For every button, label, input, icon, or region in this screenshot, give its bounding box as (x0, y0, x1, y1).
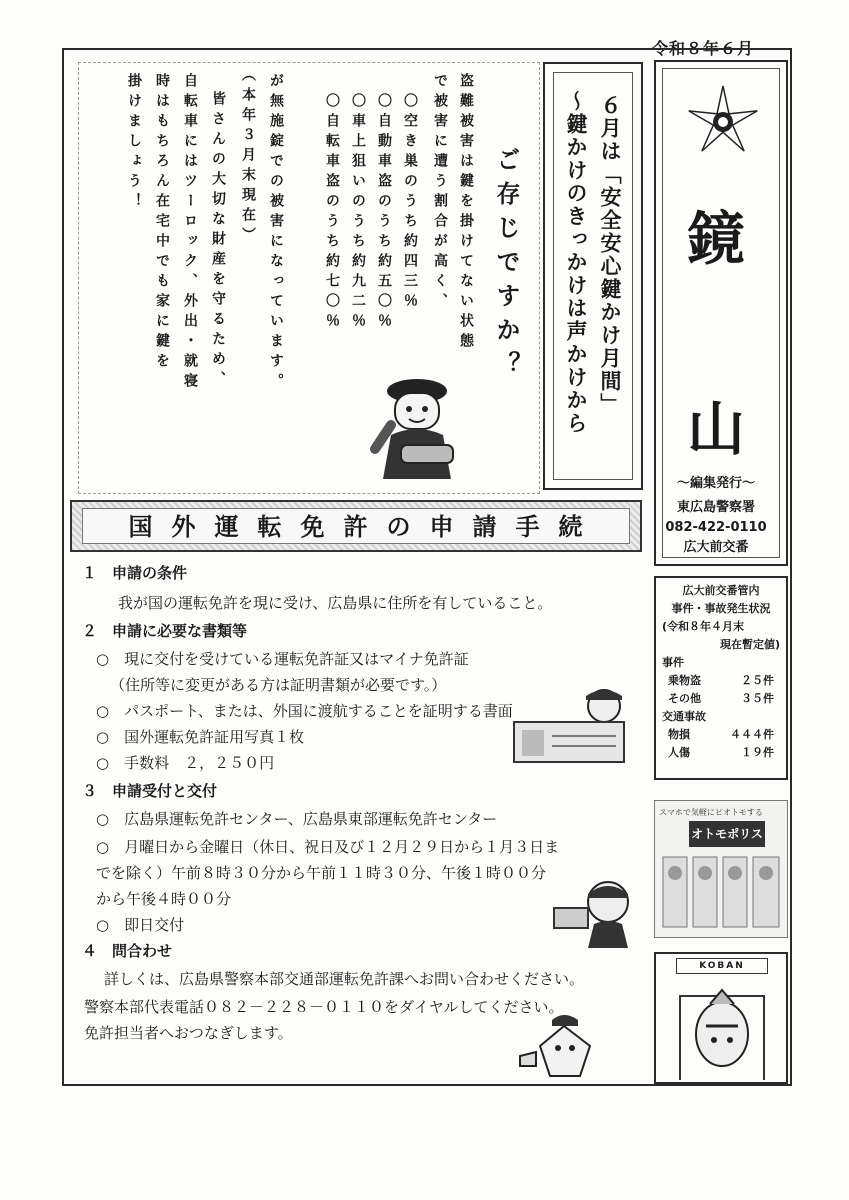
publisher-station: 広大前交番 (683, 540, 749, 555)
poster-title: オトモポリス (689, 821, 765, 847)
stats-incidents-label: 事件 (662, 656, 684, 669)
police-emblem-icon (683, 82, 763, 162)
banner-line-1: ６月は「安全安心鍵かけ月間」 (598, 94, 622, 416)
incident-stats (654, 576, 788, 780)
masthead-title-2: 山 (686, 395, 745, 463)
article-line: が無施錠での被害になっています。 (268, 73, 284, 393)
stats-row: 物損 ４４４件 (668, 728, 774, 741)
article-box (78, 62, 540, 494)
issue-date: 令和８年６月 (652, 39, 755, 58)
stats-row: その他 ３５件 (668, 692, 774, 705)
article-line: で被害に遭う割合が高く、 (432, 73, 448, 313)
article-line: 〇自転車盗のうち約七〇％ (324, 93, 340, 333)
article-line: 〇自動車盗のうち約五〇％ (376, 93, 392, 333)
list-item: でを除く）午前８時３０分から午前１１時３０分、午後１時００分 (96, 864, 547, 882)
stats-row: 乗物盗 ２５件 (668, 674, 774, 687)
poster-caption: スマホで気軽にピオトモする (659, 808, 763, 817)
police-officer-illustration (355, 361, 485, 481)
koban-sign: KOBAN (676, 958, 768, 974)
stats-accidents-label: 交通事故 (662, 710, 706, 723)
section-p4b: 警察本部代表電話０８２－２２８－０１１０をダイヤルしてください。 (84, 998, 564, 1016)
masthead (654, 60, 788, 566)
article-line: 盗難被害は鍵を掛けてない状態 (458, 73, 474, 353)
stats-row: 人傷 １９件 (668, 746, 774, 759)
section-h2: ２ 申請に必要な書類等 (82, 622, 248, 640)
list-item: ○ パスポート、または、外国に渡航することを証明する書面 (96, 702, 513, 720)
koban-mascot-icon (670, 976, 774, 1080)
section-heading-bar (70, 500, 642, 552)
section-p1: 我が国の運転免許を現に受け、広島県に住所を有していること。 (118, 594, 553, 612)
list-item: から午後４時００分 (96, 890, 232, 908)
stats-title-2: 事件・事故発生状況 (671, 602, 771, 615)
article-line: 〇車上狙いのうち約九二％ (350, 93, 366, 333)
section-title: 国外運転免許の申請手続 (82, 508, 630, 544)
mascot-thumbs-up-illustration (510, 1006, 620, 1086)
stats-period-1: (令和８年４月末 (662, 620, 745, 633)
article-heading: ご存じですか？ (492, 147, 520, 385)
otomopolice-poster (654, 800, 788, 938)
list-item: ○ 広島県運転免許センター、広島県東部運転免許センター (96, 810, 498, 828)
list-item: ○ 手数料 ２，２５０円 (96, 754, 275, 772)
publisher-phone: 082-422-0110 (665, 520, 767, 535)
article-line: 掛けましょう！ (126, 73, 142, 213)
poster-figures-illustration (661, 855, 783, 935)
section-p4a: 詳しくは、広島県警察本部交通部運転免許課へお問い合わせください。 (104, 970, 585, 988)
section-p4c: 免許担当者へおつなぎします。 (84, 1024, 293, 1042)
stats-period-2: 現在暫定値) (719, 638, 780, 651)
section-h4: ４ 問合わせ (82, 942, 173, 960)
publisher-name: 東広島警察署 (676, 500, 755, 515)
article-line: 自転車にはツーロック、外出・就寝 (182, 73, 198, 393)
article-line: （本年３月末現在） (240, 67, 256, 247)
banner-line-2: ～鍵かけのきっかけは声かけから (564, 90, 588, 435)
stats-title-1: 広大前交番管内 (682, 584, 760, 597)
list-item: （住所等に変更がある方は証明書類が必要です。） (110, 676, 447, 694)
article-line: 皆さんの大切な財産を守るため、 (210, 91, 226, 391)
publisher-label: ～編集発行～ (676, 476, 755, 491)
article-line: 〇空き巣のうち約四三％ (402, 93, 418, 313)
koban-illustration (654, 952, 788, 1084)
list-item: ○ 現に交付を受けている運転免許証又はマイナ免許証 (96, 650, 469, 668)
list-item: ○ 即日交付 (96, 916, 185, 934)
campaign-banner (543, 62, 643, 490)
license-card-illustration (512, 684, 642, 766)
article-line: 時はもちろん在宅中でも家に鍵を (154, 73, 170, 373)
section-h3: ３ 申請受付と交付 (82, 782, 218, 800)
officer-holding-card-illustration (552, 878, 642, 948)
list-item: ○ 月曜日から金曜日（休日、祝日及び１２月２９日から１月３日ま (96, 838, 560, 856)
section-h1: １ 申請の条件 (82, 564, 188, 582)
list-item: ○ 国外運転免許証用写真１枚 (96, 728, 305, 746)
masthead-title-1: 鏡 (686, 205, 745, 273)
